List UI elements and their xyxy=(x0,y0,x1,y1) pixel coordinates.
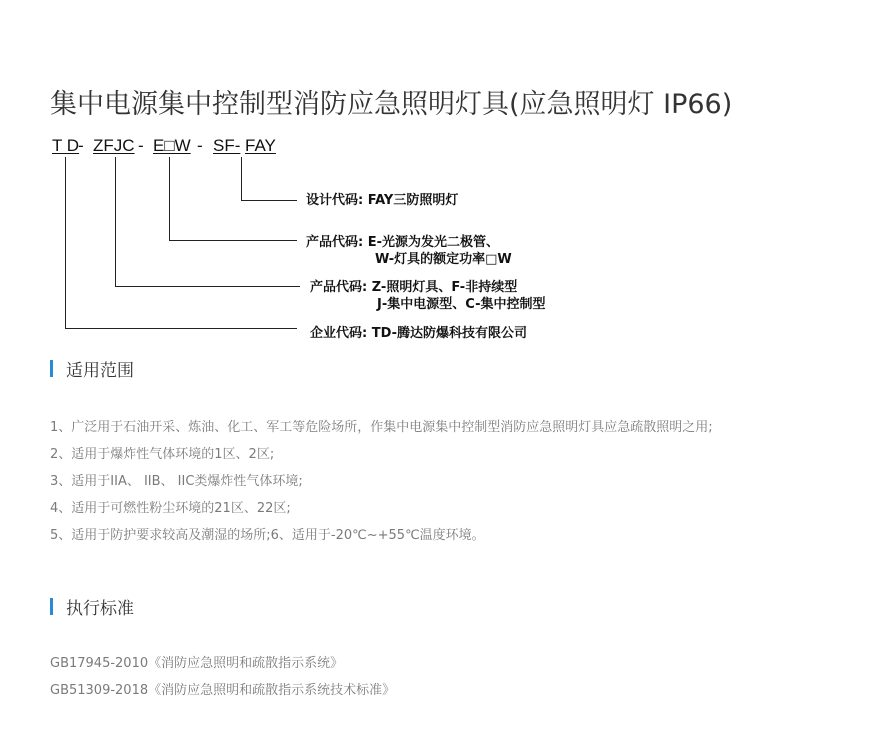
product-code-2-description-line1: 产品代码: Z-照明灯具、F-非持续型 xyxy=(310,280,518,295)
product-code-2-description-line2: J-集中电源型、C-集中控制型 xyxy=(377,297,546,312)
design-code-description: 设计代码: FAY三防照明灯 xyxy=(306,193,459,208)
list-item: GB51309-2018《消防应急照明和疏散指示系统技术标准》 xyxy=(50,683,396,698)
list-item: 5、适用于防护要求较高及潮湿的场所;6、适用于-20℃~+55℃温度环境。 xyxy=(50,528,485,543)
code-segment-zfjc: ZFJC xyxy=(93,136,135,155)
connector-line xyxy=(241,157,242,201)
page-title: 集中电源集中控制型消防应急照明灯具(应急照明灯 IP66) xyxy=(50,89,733,121)
section-accent-bar xyxy=(50,360,53,377)
product-code-description-line2: W-灯具的额定功率□W xyxy=(375,252,512,267)
code-separator: - xyxy=(197,136,203,155)
list-item: 2、适用于爆炸性气体环境的1区、2区; xyxy=(50,447,275,462)
code-segment-ew: E□W xyxy=(153,136,191,155)
connector-line xyxy=(65,328,297,329)
scope-list xyxy=(50,414,713,549)
connector-line xyxy=(115,286,300,287)
model-code-diagram xyxy=(0,0,877,360)
code-segment-fay: FAY xyxy=(245,136,276,155)
product-code-description-line1: 产品代码: E-光源为发光二极管、 xyxy=(306,235,500,250)
list-item: 3、适用于IIA、 IIB、 IIC类爆炸性气体环境; xyxy=(50,474,303,489)
connector-line xyxy=(65,157,66,329)
scope-section-header xyxy=(50,356,134,381)
scope-heading: 适用范围 xyxy=(66,361,134,381)
standards-section-header xyxy=(50,594,134,619)
list-item: 1、广泛用于石油开采、炼油、化工、军工等危险场所，作集中电源集中控制型消防应急照明灯具应急疏散照明之用; xyxy=(50,420,713,435)
code-segment-td: T D xyxy=(52,136,80,155)
standards-list xyxy=(50,650,395,704)
company-code-description: 企业代码: TD-腾达防爆科技有限公司 xyxy=(310,326,528,341)
connector-line xyxy=(169,240,297,241)
code-separator: - xyxy=(138,136,144,155)
list-item: GB17945-2010《消防应急照明和疏散指示系统》 xyxy=(50,656,344,671)
connector-line xyxy=(169,157,170,241)
standards-heading: 执行标准 xyxy=(66,599,134,619)
section-accent-bar xyxy=(50,598,53,615)
code-separator: - xyxy=(78,136,84,155)
code-segment-sf: SF- xyxy=(213,136,241,155)
connector-line xyxy=(115,157,116,287)
list-item: 4、适用于可燃性粉尘环境的21区、22区; xyxy=(50,501,291,516)
connector-line xyxy=(241,200,297,201)
